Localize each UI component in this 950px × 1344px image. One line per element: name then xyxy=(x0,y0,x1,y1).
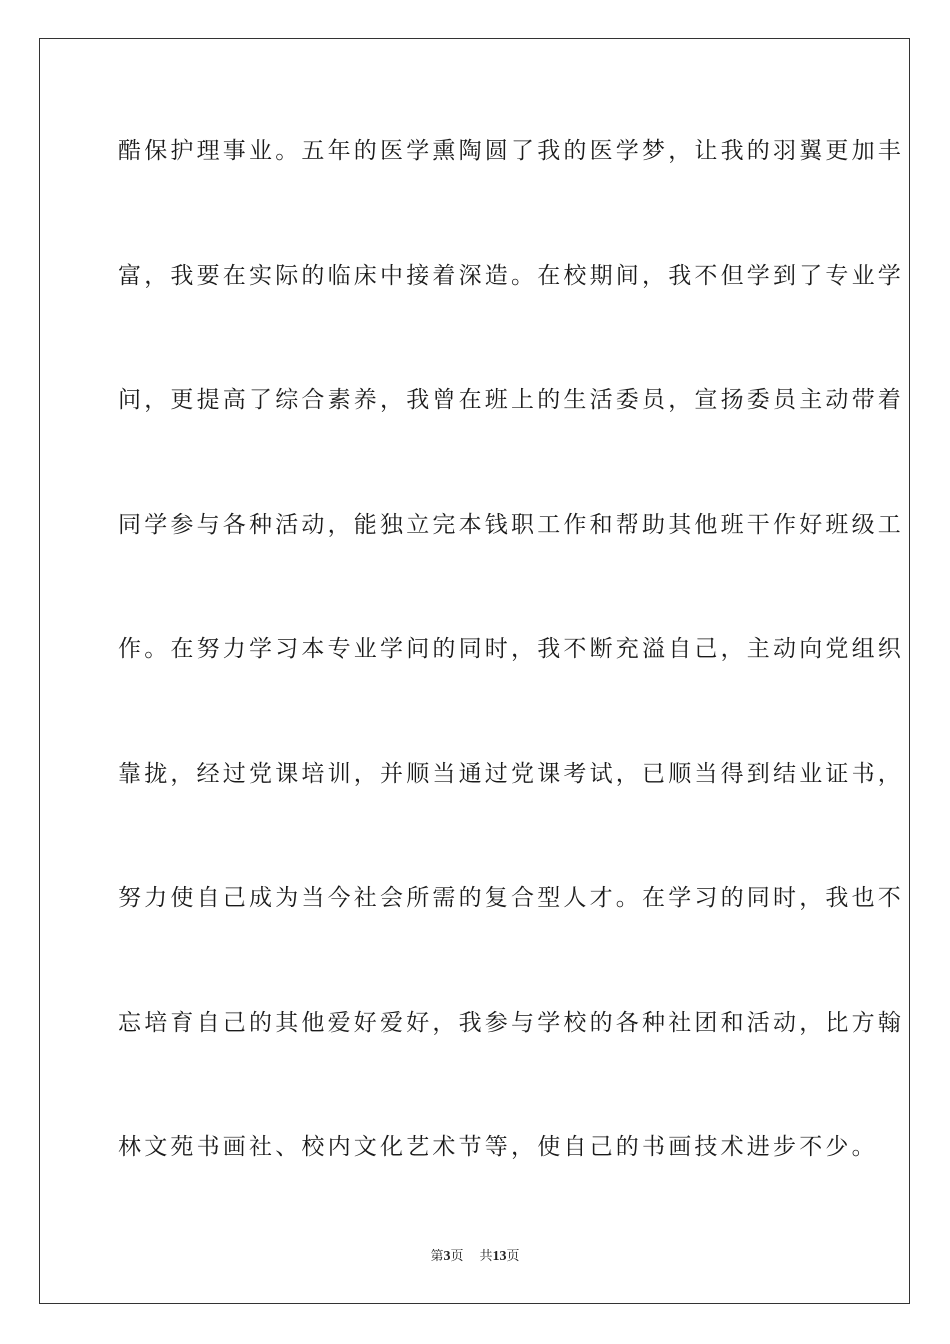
body-text-line-2: 富，我要在实际的临床中接着深造。在校期间，我不但学到了专业学 xyxy=(118,263,904,289)
body-text-line-1: 酷保护理事业。五年的医学熏陶圆了我的医学梦，让我的羽翼更加丰 xyxy=(118,138,904,164)
page-number-prefix: 第 xyxy=(430,1249,444,1264)
page-number-suffix: 页 xyxy=(450,1249,464,1264)
total-pages-suffix: 页 xyxy=(506,1249,520,1264)
page-number: 3 xyxy=(443,1249,451,1264)
body-text-line-9: 林文苑书画社、校内文化艺术节等，使自己的书画技术进步不少。 xyxy=(118,1134,878,1160)
total-pages: 13 xyxy=(492,1249,507,1264)
body-text-line-6: 靠拢，经过党课培训，并顺当通过党课考试，已顺当得到结业证书， xyxy=(118,761,904,787)
page-footer xyxy=(0,1248,950,1266)
body-text-line-4: 同学参与各种活动，能独立完本钱职工作和帮助其他班干作好班级工 xyxy=(118,512,904,538)
page-border xyxy=(39,38,910,1304)
body-text-line-8: 忘培育自己的其他爱好爱好，我参与学校的各种社团和活动，比方翰 xyxy=(118,1010,904,1036)
body-text-line-5: 作。在努力学习本专业学问的同时，我不断充溢自己，主动向党组织 xyxy=(118,636,904,662)
body-text-line-3: 问，更提高了综合素养，我曾在班上的生活委员，宣扬委员主动带着 xyxy=(118,387,904,413)
total-pages-prefix: 共 xyxy=(479,1249,493,1264)
body-text-line-7: 努力使自己成为当今社会所需的复合型人才。在学习的同时，我也不 xyxy=(118,885,904,911)
